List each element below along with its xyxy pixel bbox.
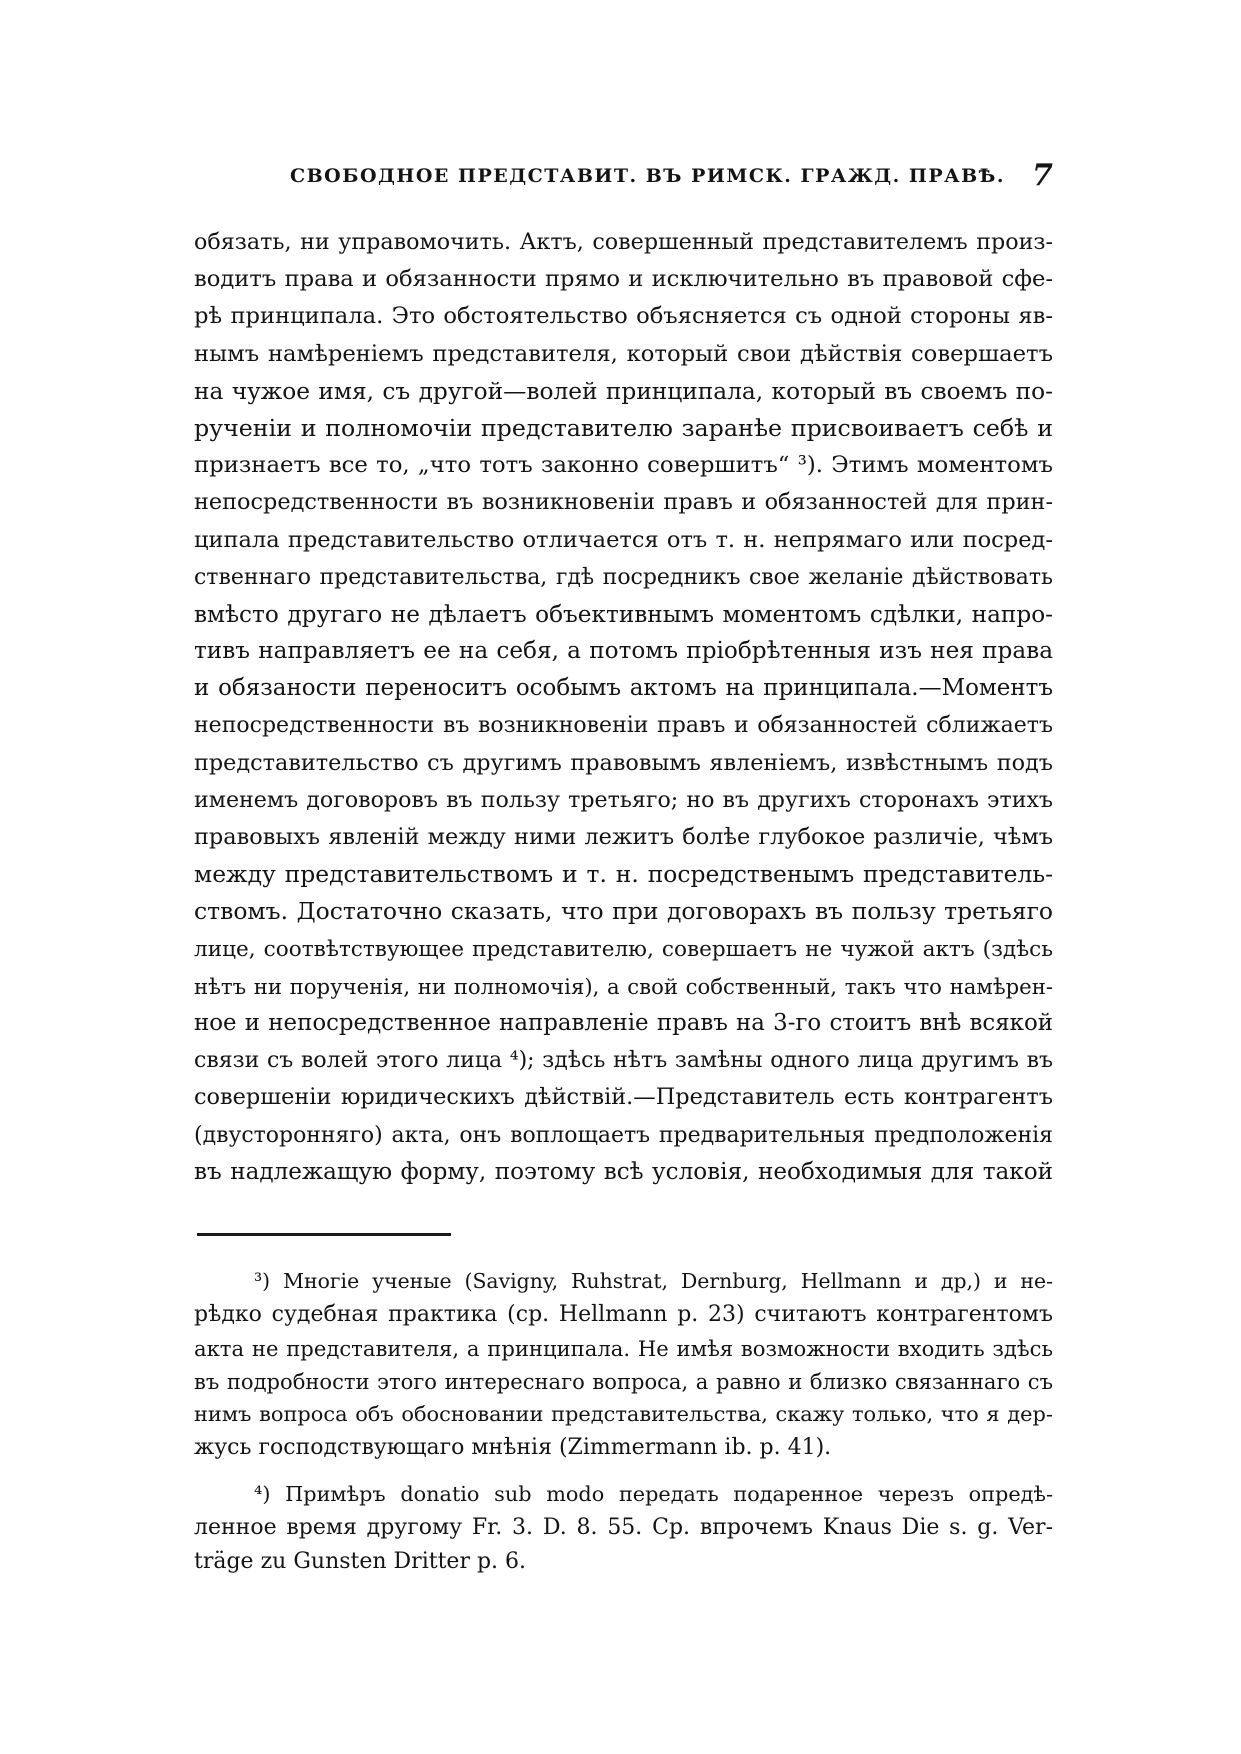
text-line: ственнаго представительства, гдѣ посредникъ свое желаніе дѣйствовать [194,564,1053,590]
text-line: именемъ договоровъ въ пользу третьяго; но въ другихъ сторонахъ этихъ [194,786,1053,813]
text-line: водитъ права и обязанности прямо и исключительно въ правовой сфе- [194,266,1053,293]
footnote-line: въ подробности этого интереснаго вопроса, а равно и близко связаннаго съ [194,1368,1053,1394]
text-line: рѣ принципала. Это обстоятельство объясняется съ одной стороны яв- [194,303,1053,330]
text-line: между представительствомъ и т. н. посредственымъ представитель- [194,860,1053,889]
text-line: лице, соотвѣтствующее представителю, совершаетъ не чужой актъ (здѣсь [194,936,1053,962]
text-line: (двусторонняго) акта, онъ воплощаетъ предварительныя предположенія [194,1122,1053,1148]
text-line: ствомъ. Достаточно сказать, что при договорахъ въ пользу третьяго [194,897,1053,926]
text-line: совершеніи юридическихъ дѣйствій.—Представитель есть контрагентъ [194,1084,1053,1111]
text-line: тивъ направляетъ ее на себя, а потомъ пріобрѣтенныя изъ нея права [194,638,1053,665]
footnote-line: träge zu Gunsten Dritter p. 6. [194,1548,527,1574]
text-line: признаетъ все то, „что тотъ законно совершитъ“ ³). Этимъ моментомъ [194,452,1053,479]
main-text [194,224,1053,1191]
running-title: СВОБОДНОЕ ПРЕДСТАВИТ. ВЪ РИМСК. ГРАЖД. ПРАВѢ. [290,165,1006,187]
text-line: вмѣсто другаго не дѣлаетъ объективнымъ моментомъ сдѣлки, напро- [194,600,1053,628]
text-line: непосредственности въ возникновеніи правъ и обязанностей для прин- [194,489,1053,516]
text-line: связи съ волей этого лица ⁴); здѣсь нѣтъ замѣны одного лица другимъ въ [194,1048,1053,1074]
footnote-line: ⁴) Примѣръ donatio sub modo передать подаренное черезъ опредѣ- [254,1482,1053,1506]
page-number: 7 [1032,158,1053,193]
footnote-line: ³) Многіе ученые (Savigny, Ruhstrat, Dernburg, Hellmann и др,) и не- [254,1269,1053,1293]
text-line: обязать, ни управомочить. Актъ, совершенный представителемъ произ- [194,229,1053,255]
text-line: непосредственности въ возникновеніи правъ и обязанностей сближаетъ [194,713,1053,739]
text-line: на чужое имя, съ другой—волей принципала, который въ своемъ по- [194,377,1053,405]
footnote-4 [194,1478,1053,1578]
text-line: представительство съ другимъ правовымъ явленіемъ, извѣстнымъ подъ [194,749,1053,776]
footnote-line: акта не представителя, а принципала. Не имѣя возможности входить здѣсь [194,1335,1053,1361]
footnote-line: ленное время другому Fr. 3. D. 8. 55. Ср. впрочемъ Knaus Die s. g. Ver- [194,1515,1053,1541]
footnote-line: жусь господствующаго мнѣнія (Zimmermann ib. p. 41). [194,1435,832,1461]
footnote-line: рѣдко судебная практика (ср. Hellmann p. 23) считаютъ контрагентомъ [194,1302,1053,1328]
footnote-line: нимъ вопроса объ обосновании представительства, скажу только, что я дер- [194,1402,1053,1427]
footnote-3 [194,1265,1053,1465]
text-line: правовыхъ явленій между ними лежитъ болѣе глубокое различіе, чѣмъ [194,824,1053,850]
text-line: и обязаности переноситъ особымъ актомъ на принципала.—Моментъ [194,675,1053,702]
text-line: нымъ намѣреніемъ представителя, который свои дѣйствія совершаетъ [194,340,1053,367]
text-line: рученіи и полномочіи представителю заранѣе присвоиваетъ себѣ и [194,413,1053,442]
text-line: въ надлежащую форму, поэтому всѣ условія, необходимыя для такой [194,1158,1053,1185]
text-line: ное и непосредственное направленіе правъ на 3-го стоитъ внѣ всякой [194,1009,1053,1036]
text-line: нѣтъ ни порученія, ни полномочія), а свой собственный, такъ что намѣрен- [194,973,1053,999]
text-line: ципала представительство отличается отъ т. н. непрямаго или посред- [194,526,1053,553]
footnote-separator [197,1233,451,1236]
